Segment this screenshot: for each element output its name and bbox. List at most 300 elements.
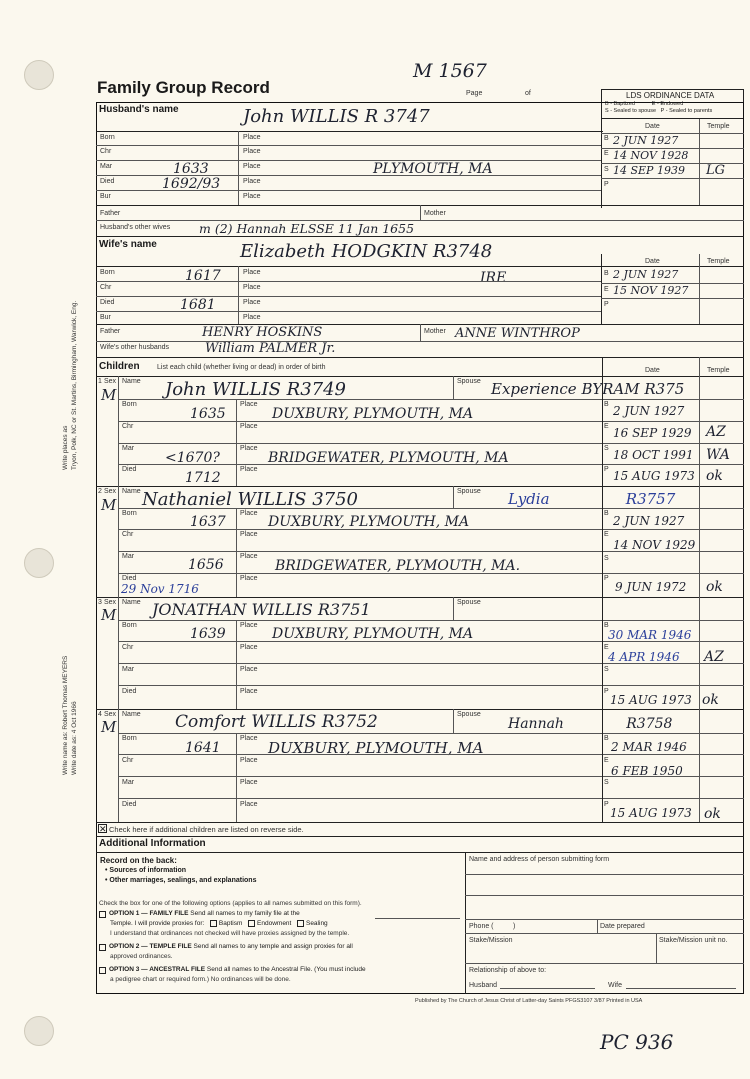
wife-ord-b: 2 JUN 1927 (613, 268, 679, 281)
child-4-born-place: DUXBURY, PLYMOUTH, MA (268, 739, 484, 757)
divider (236, 508, 237, 597)
children-label: Children (99, 361, 140, 372)
divider (118, 620, 744, 621)
child-4-died-label: Died (122, 801, 137, 808)
child-2-sex: M (101, 496, 117, 514)
divider (96, 709, 744, 710)
wife-ord-date-header: Date (645, 258, 660, 265)
child-4-born-date: 1641 (185, 740, 221, 756)
child-1-born-place-label: Place (240, 401, 258, 408)
husband-ord-s: 14 SEP 1939 (613, 164, 685, 177)
publisher-line: Published by The Church of Jesus Christ of Latter-day Saints PFGS3107 3/87 Printed in USA (415, 998, 643, 1004)
child-3-chr-label: Chr (122, 644, 134, 651)
child-4-name: Comfort WILLIS R3752 (175, 712, 378, 732)
date-prepared-label: Date prepared (600, 923, 645, 930)
relationship-label: Relationship of above to: (469, 967, 547, 974)
husband-born-place-label: Place (243, 134, 261, 141)
ordinance-box-title: LDS ORDINANCE DATA (626, 91, 715, 100)
child-2-born-place-label: Place (240, 510, 258, 517)
of-label: of (525, 90, 531, 97)
children-ord-temple-header: Temple (707, 367, 730, 374)
option-1-line3: I understand that ordinances not checked will have proxies assigned by the temple. (110, 930, 350, 937)
divider (96, 160, 601, 161)
wife-born-place-label: Place (243, 269, 261, 276)
divider (238, 266, 239, 324)
child-1-name-label: Name (122, 378, 141, 385)
child-4-spouse-label: Spouse (457, 711, 481, 718)
child-2-ord-b: 2 JUN 1927 (613, 514, 685, 528)
punch-hole (24, 1016, 54, 1046)
wife-ord-temple-header: Temple (707, 258, 730, 265)
divider (236, 620, 237, 709)
husband-name-value: John WILLIS R 3747 (243, 106, 430, 127)
child-1-born-label: Born (122, 401, 137, 408)
divider (118, 376, 119, 822)
wife-name-label: Wife's name (99, 239, 157, 250)
child-3-ord-e-temple: AZ (704, 649, 724, 665)
child-4-mar-place-label: Place (240, 779, 258, 786)
child-4-mar-label: Mar (122, 779, 135, 786)
option-3 (109, 966, 366, 973)
relationship-husband-label: Husband (469, 982, 498, 989)
divider (601, 178, 744, 179)
child-3-number: 3 (98, 599, 102, 606)
divider (420, 324, 421, 341)
husband-bur-label: Bur (100, 193, 111, 200)
divider (453, 486, 454, 508)
divider (602, 663, 744, 664)
divider (96, 836, 744, 837)
child-4-ord-b-label: B (604, 735, 609, 742)
wife-father-label: Father (100, 328, 121, 335)
ord-date-header: Date (645, 123, 660, 130)
endowment-label: Endowment (257, 920, 292, 928)
option-2-checkbox[interactable] (99, 944, 106, 951)
child-4-name-label: Name (122, 711, 141, 718)
divider (465, 963, 744, 964)
divider (602, 551, 744, 552)
divider (96, 281, 601, 282)
divider (118, 798, 602, 799)
form-title: Family Group Record (97, 78, 270, 97)
wife-name-value: Elizabeth HODGKIN R3748 (240, 241, 493, 262)
divider (602, 443, 744, 444)
husband-name-label: Husband's name (99, 104, 179, 115)
divider (500, 988, 595, 989)
side-note-name: Write name as: Robert Thomas MEYERS (62, 655, 69, 775)
sealing-label: Sealing (305, 920, 328, 928)
reverse-side-checkbox[interactable]: ✕ (99, 824, 107, 834)
divider (96, 376, 744, 377)
divider (118, 443, 602, 444)
divider (96, 311, 601, 312)
record-back-bullet-1: • Sources of information (105, 867, 187, 874)
option-3-title: OPTION 3 — ANCESTRAL FILE (109, 966, 206, 973)
child-4-ord-p-temple: ok (704, 806, 721, 822)
husband-mar-place-label: Place (243, 163, 261, 170)
child-4-sex: M (101, 718, 117, 736)
divider (118, 399, 744, 400)
ord-temple-header: Temple (707, 123, 730, 130)
endowment-checkbox[interactable] (248, 920, 255, 927)
record-back-bullet-2: • Other marriages, sealings, and explanations (105, 877, 257, 884)
child-2-chr-label: Chr (122, 531, 134, 538)
wife-chr-place-label: Place (243, 284, 261, 291)
child-4-ord-e: 6 FEB 1950 (611, 764, 683, 778)
option-3-checkbox[interactable] (99, 967, 106, 974)
child-4-ord-s-label: S (604, 779, 609, 786)
wife-ord-p-label: P (604, 301, 609, 308)
divider (238, 131, 239, 205)
child-3-sex-label: Sex (104, 599, 117, 606)
child-4-ord-p-label: P (604, 801, 609, 808)
child-1-ord-b: 2 JUN 1927 (613, 404, 685, 418)
divider (602, 573, 744, 574)
divider (602, 529, 744, 530)
child-4-died-place-label: Place (240, 801, 258, 808)
husband-mar-label: Mar (100, 163, 113, 170)
child-3-ord-s-label: S (604, 666, 609, 673)
child-2-mar-label: Mar (122, 553, 135, 560)
wife-chr-label: Chr (100, 284, 112, 291)
child-1-mar-label: Mar (122, 445, 135, 452)
stake-unit-label: Stake/Mission unit no. (659, 937, 728, 944)
child-2-died-date: 29 Nov 1716 (121, 582, 199, 596)
wife-born-date: 1617 (185, 268, 221, 284)
divider (453, 597, 454, 620)
child-2-ord-s-label: S (604, 555, 609, 562)
child-3-chr-place-label: Place (240, 644, 258, 651)
divider (96, 852, 744, 853)
child-2-number: 2 (98, 488, 102, 495)
husband-father-label: Father (100, 210, 121, 217)
side-note-places-example: Tryon, Polk, NC or St. Martins, Birmingham, Warwick, Eng. (71, 300, 78, 470)
divider (118, 551, 602, 552)
divider (118, 733, 744, 734)
child-3-died-label: Died (122, 688, 137, 695)
husband-ord-s-label: S (604, 166, 609, 173)
divider (118, 685, 602, 686)
divider (465, 919, 744, 920)
divider (597, 919, 598, 933)
divider (118, 663, 602, 664)
child-2-spouse-label: Spouse (457, 488, 481, 495)
child-2-chr-place-label: Place (240, 531, 258, 538)
child-3-ord-e: 4 APR 1946 (608, 650, 680, 664)
wife-ord-e: 15 NOV 1927 (613, 284, 689, 297)
child-3-name-label: Name (122, 599, 141, 606)
child-1-died-date: 1712 (185, 470, 221, 486)
husband-ord-b-label: B (604, 135, 609, 142)
husband-born-label: Born (100, 134, 115, 141)
child-3-spouse-label: Spouse (457, 599, 481, 606)
wife-mother-label: Mother (424, 328, 446, 335)
divider (96, 597, 744, 598)
child-2-born-label: Born (122, 510, 137, 517)
wife-father-value: HENRY HOSKINS (202, 325, 323, 340)
relationship-wife-label: Wife (608, 982, 622, 989)
child-2-mar-place-label: Place (240, 553, 258, 560)
child-2-ord-b-label: B (604, 510, 609, 517)
husband-ord-b: 2 JUN 1927 (613, 134, 679, 147)
child-2-mar-date: 1656 (188, 557, 224, 573)
child-1-chr-label: Chr (122, 423, 134, 430)
wife-ord-b-label: B (604, 270, 609, 277)
record-back-label: Record on the back: (100, 856, 177, 865)
wife-mother-value: ANNE WINTHROP (455, 326, 580, 341)
wife-died-label: Died (100, 299, 115, 306)
divider (236, 733, 237, 822)
husband-other-wives-value: m (2) Hannah ELSSE 11 Jan 1655 (199, 221, 415, 236)
child-1-born-place: DUXBURY, PLYMOUTH, MA (272, 406, 474, 422)
divider (118, 641, 602, 642)
child-3-sex: M (101, 606, 117, 624)
child-3-born-place-label: Place (240, 622, 258, 629)
child-3-born-date: 1639 (190, 626, 226, 642)
sealing-checkbox[interactable] (297, 920, 304, 927)
wife-other-husbands-label: Wife's other husbands (100, 344, 170, 351)
option-3-text: Send all names to the Ancestral File. (You must include (206, 966, 366, 973)
child-2-ord-p: 9 JUN 1972 (615, 580, 687, 594)
child-3-ord-e-label: E (604, 644, 609, 651)
child-3-born-place: DUXBURY, PLYMOUTH, MA (272, 626, 474, 642)
divider (602, 776, 744, 777)
child-2-name: Nathaniel WILLIS 3750 (142, 489, 359, 510)
punch-hole (24, 548, 54, 578)
divider (96, 145, 601, 146)
wife-ord-e-label: E (604, 286, 609, 293)
child-2-name-label: Name (122, 488, 141, 495)
divider (96, 486, 744, 487)
divider (236, 399, 237, 486)
child-4-sex-label: Sex (104, 711, 117, 718)
ordinance-legend-1: B - Baptized E - Endowed (605, 101, 684, 107)
child-1-mar-place: BRIDGEWATER, PLYMOUTH, MA (268, 450, 509, 466)
option-2-line2: approved ordinances. (110, 953, 173, 960)
divider (96, 131, 603, 132)
child-2-ord-e-label: E (604, 531, 609, 538)
child-4-spouse: Hannah R3758 (508, 716, 673, 732)
divider (118, 464, 602, 465)
wife-bur-label: Bur (100, 314, 111, 321)
child-2-born-place: DUXBURY, PLYMOUTH, MA (268, 514, 470, 530)
divider (602, 754, 744, 755)
husband-ord-s-temple: LG (706, 163, 726, 178)
pc-number-handwritten: PC 936 (600, 1030, 674, 1054)
divider (420, 205, 421, 220)
submitter-label: Name and address of person submitting form (469, 856, 610, 863)
divider (118, 573, 602, 574)
child-1-spouse-label: Spouse (457, 378, 481, 385)
child-3-died-place-label: Place (240, 688, 258, 695)
child-1-ord-s-temple: WA (706, 447, 730, 463)
child-1-ord-e-label: E (604, 423, 609, 430)
child-4-chr-place-label: Place (240, 757, 258, 764)
divider (465, 933, 744, 934)
phone-label: Phone ( ) (469, 923, 516, 930)
record-id-handwritten: M 1567 (413, 60, 487, 82)
child-1-born-date: 1635 (190, 406, 226, 422)
child-1-sex: M (101, 386, 117, 404)
divider (602, 464, 744, 465)
wife-died-date: 1681 (180, 297, 216, 313)
option-2-title: OPTION 2 — TEMPLE FILE (109, 943, 192, 950)
husband-died-label: Died (100, 178, 115, 185)
divider (699, 254, 700, 324)
husband-mar-date: 1633 (173, 161, 209, 177)
divider (626, 988, 736, 989)
child-3-ord-b: 30 MAR 1946 (608, 628, 692, 642)
divider (453, 709, 454, 733)
option-1-title: OPTION 1 — FAMILY FILE (109, 910, 189, 917)
option-1 (109, 910, 300, 917)
child-4-ord-p: 15 AUG 1973 (610, 806, 692, 820)
child-1-spouse: Experience BYRAM R375 (491, 380, 685, 398)
child-1-number: 1 (98, 378, 102, 385)
option-3-line2: a pedigree chart or required form.) No ordinances will be done. (110, 976, 291, 983)
child-1-chr-place-label: Place (240, 423, 258, 430)
child-4-born-label: Born (122, 735, 137, 742)
divider (602, 357, 603, 822)
child-1-died-place-label: Place (240, 466, 258, 473)
baptism-checkbox[interactable] (210, 920, 217, 927)
child-2-ord-p-label: P (604, 575, 609, 582)
child-1-ord-p: 15 AUG 1973 (613, 469, 695, 483)
child-1-sex-label: Sex (104, 378, 117, 385)
child-4-chr-label: Chr (122, 757, 134, 764)
divider (118, 508, 744, 509)
child-1-ord-p-label: P (604, 466, 609, 473)
child-3-mar-place-label: Place (240, 666, 258, 673)
baptism-label: Baptism (218, 920, 243, 928)
option-2-text: Send all names to any temple and assign proxies for all (193, 943, 353, 950)
divider (96, 357, 744, 358)
child-1-ord-e-temple: AZ (706, 424, 726, 440)
divider (96, 266, 744, 267)
husband-ord-e: 14 NOV 1928 (613, 149, 689, 162)
ordinance-legend-2: S - Sealed to spouse P - Sealed to parents (605, 108, 713, 114)
option-1-text: Send all names to my family file at the (190, 910, 300, 917)
divider (699, 119, 700, 205)
divider (96, 220, 744, 221)
divider (96, 296, 601, 297)
child-1-ord-p-temple: ok (706, 468, 723, 484)
husband-bur-place-label: Place (243, 193, 261, 200)
divider (602, 798, 744, 799)
page-label: Page (466, 90, 483, 97)
husband-chr-label: Chr (100, 148, 112, 155)
children-note: List each child (whether living or dead) in order of birth (157, 364, 326, 371)
divider (601, 298, 744, 299)
divider (96, 236, 744, 237)
child-1-ord-s: 18 OCT 1991 (613, 448, 694, 462)
child-3-ord-p-label: P (604, 688, 609, 695)
child-2-ord-p-temple: ok (706, 579, 723, 595)
wife-died-place-label: Place (243, 299, 261, 306)
divider (96, 822, 744, 823)
divider (118, 776, 602, 777)
husband-mar-place: PLYMOUTH, MA (373, 161, 493, 177)
record-back-bullet-1-text: Sources of information (109, 867, 187, 874)
options-note: Check the box for one of the following options (applies to all names submitted on this form). (99, 900, 362, 907)
option-1-line2-text: Temple. I will provide proxies for: (110, 920, 205, 928)
wife-bur-place-label: Place (243, 314, 261, 321)
child-3-name: JONATHAN WILLIS R3751 (152, 600, 371, 619)
option-1-checkbox[interactable] (99, 911, 106, 918)
husband-chr-place-label: Place (243, 148, 261, 155)
child-1-died-label: Died (122, 466, 137, 473)
divider (465, 874, 744, 875)
child-2-died-label: Died (122, 575, 137, 582)
child-2-ord-e: 14 NOV 1929 (613, 538, 696, 552)
husband-mother-label: Mother (424, 210, 446, 217)
child-1-mar-date: <1670? (165, 450, 220, 466)
husband-ord-e-label: E (604, 150, 609, 157)
child-3-ord-b-label: B (604, 622, 609, 629)
record-back-bullet-2-text: Other marriages, sealings, and explanations (109, 877, 257, 884)
child-2-born-date: 1637 (190, 514, 226, 530)
child-4-ord-e-label: E (604, 757, 609, 764)
divider (118, 754, 602, 755)
wife-other-husbands-value: William PALMER Jr. (205, 341, 336, 356)
divider (96, 190, 601, 191)
divider (453, 376, 454, 399)
child-2-mar-place: BRIDGEWATER, PLYMOUTH, MA. (275, 558, 521, 574)
option-1-line2 (110, 920, 328, 927)
child-2-died-place-label: Place (240, 575, 258, 582)
divider (602, 641, 744, 642)
child-1-name: John WILLIS R3749 (165, 379, 347, 400)
child-1-ord-e: 16 SEP 1929 (613, 426, 692, 440)
child-1-ord-s-label: S (604, 445, 609, 452)
stake-label: Stake/Mission (469, 937, 513, 944)
child-1-mar-place-label: Place (240, 445, 258, 452)
wife-born-label: Born (100, 269, 115, 276)
husband-other-wives-label: Husband's other wives (100, 224, 171, 231)
divider (118, 529, 602, 530)
divider (118, 421, 602, 422)
husband-died-place-label: Place (243, 178, 261, 185)
child-3-mar-label: Mar (122, 666, 135, 673)
side-note-places: Write places as (62, 425, 69, 470)
punch-hole (24, 60, 54, 90)
divider (465, 895, 744, 896)
child-4-born-place-label: Place (240, 735, 258, 742)
child-2-spouse: Lydia R3757 (508, 490, 676, 508)
child-2-sex-label: Sex (104, 488, 117, 495)
reverse-side-label: Check here if additional children are listed on reverse side. (109, 825, 304, 834)
side-note-date: Write date as: 4 Oct 1966 (71, 701, 78, 775)
divider (375, 918, 460, 919)
child-3-ord-p-temple: ok (702, 692, 719, 708)
child-4-ord-b: 2 MAR 1946 (611, 740, 687, 754)
divider (656, 933, 657, 963)
wife-born-place: IRE (480, 270, 507, 286)
child-3-born-label: Born (122, 622, 137, 629)
husband-died-date: 1692/93 (162, 176, 221, 192)
divider (699, 357, 700, 822)
divider (602, 685, 744, 686)
option-2 (109, 943, 353, 950)
child-1-ord-b-label: B (604, 401, 609, 408)
divider (96, 341, 744, 342)
divider (602, 421, 744, 422)
husband-ord-p-label: P (604, 181, 609, 188)
divider (601, 254, 602, 324)
child-3-ord-p: 15 AUG 1973 (610, 693, 692, 707)
children-ord-date-header: Date (645, 367, 660, 374)
additional-info-title: Additional Information (99, 838, 206, 849)
